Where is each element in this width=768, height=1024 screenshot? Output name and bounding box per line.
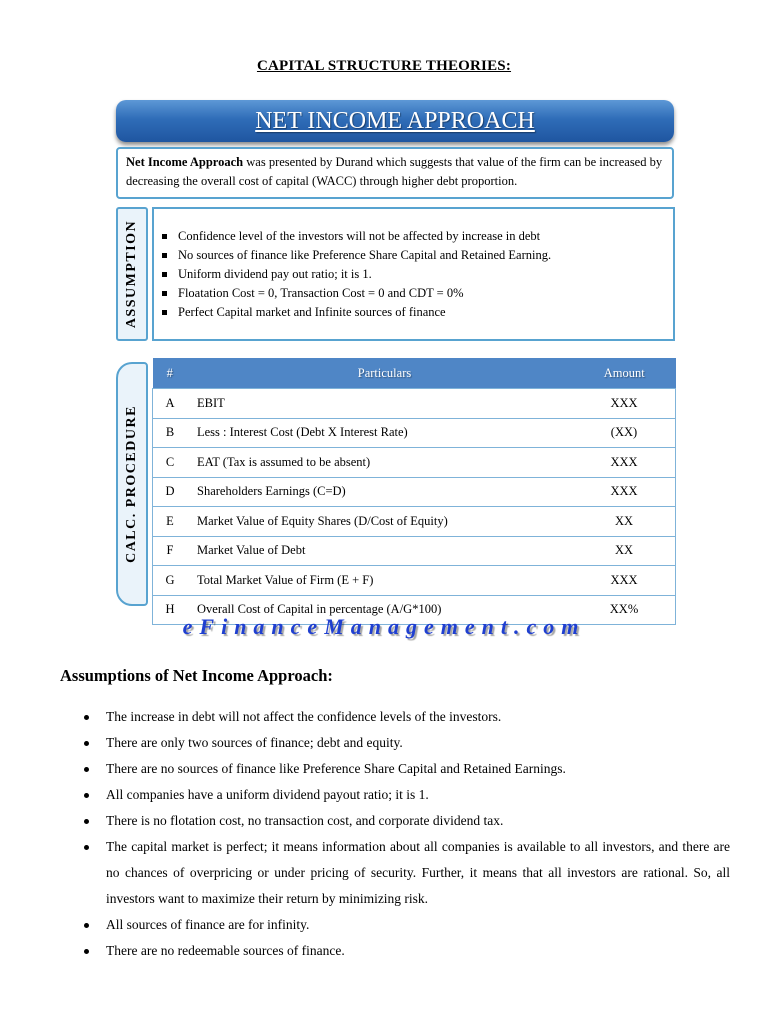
- intro-bold: Net Income Approach: [126, 155, 244, 169]
- assumption-item: Confidence level of the investors will not be affected by increase in debt: [162, 227, 673, 246]
- list-item: There are no redeemable sources of finance.: [80, 938, 730, 964]
- brand-logo-text: eFinanceManagement.com: [182, 614, 586, 639]
- list-item: All sources of finance are for infinity.: [80, 912, 730, 938]
- list-item: There are no sources of finance like Preference Share Capital and Retained Earnings.: [80, 756, 730, 782]
- row-amount: XXX: [573, 477, 676, 507]
- assumption-item: Uniform dividend pay out ratio; it is 1.: [162, 265, 673, 284]
- row-amount: XXX: [573, 389, 676, 419]
- calc-procedure-table: [152, 358, 676, 625]
- title-banner: [116, 100, 674, 142]
- row-id: E: [153, 507, 188, 537]
- row-particular: Total Market Value of Firm (E + F): [187, 566, 573, 596]
- row-id: B: [153, 418, 188, 448]
- row-particular: Market Value of Equity Shares (D/Cost of Equity): [187, 507, 573, 537]
- intro-text: was presented by Durand which suggests that value of the firm can be increased by decreasing the overall cost of capital (WACC) through higher debt proportion.: [126, 155, 663, 188]
- list-item: The capital market is perfect; it means information about all companies is available to all investors, and there are no chances of overpricing or under pricing of security. Further, it means that all investors are rational. So, all investors want to maximize their return by minimizing risk.: [80, 834, 730, 912]
- row-particular: Market Value of Debt: [187, 536, 573, 566]
- row-id: D: [153, 477, 188, 507]
- list-item: There are only two sources of finance; debt and equity.: [80, 730, 730, 756]
- row-id: F: [153, 536, 188, 566]
- table-row: [153, 448, 676, 478]
- assumption-item: No sources of finance like Preference Share Capital and Retained Earning.: [162, 246, 673, 265]
- list-item: There is no flotation cost, no transaction cost, and corporate dividend tax.: [80, 808, 730, 834]
- table-header-row: [153, 358, 676, 389]
- list-item: The increase in debt will not affect the confidence levels of the investors.: [80, 704, 730, 730]
- assumption-item: Perfect Capital market and Infinite sources of finance: [162, 303, 673, 322]
- assumption-item: Floatation Cost = 0, Transaction Cost = 0 and CDT = 0%: [162, 284, 673, 303]
- row-id: G: [153, 566, 188, 596]
- assumptions-bullet-list: [80, 704, 730, 964]
- row-amount: XX: [573, 507, 676, 537]
- row-amount: XXX: [573, 566, 676, 596]
- row-particular: EAT (Tax is assumed to be absent): [187, 448, 573, 478]
- row-amount: (XX): [573, 418, 676, 448]
- header-amount: Amount: [573, 358, 676, 389]
- calc-tab-label: CALC. PROCEDURE: [124, 405, 139, 563]
- row-particular: Shareholders Earnings (C=D): [187, 477, 573, 507]
- row-particular: Less : Interest Cost (Debt X Interest Rate): [187, 418, 573, 448]
- row-particular: EBIT: [187, 389, 573, 419]
- header-particulars: Particulars: [187, 358, 573, 389]
- table-row: [153, 418, 676, 448]
- row-id: C: [153, 448, 188, 478]
- table-row: [153, 536, 676, 566]
- row-id: H: [153, 595, 188, 625]
- row-amount: XX%: [573, 595, 676, 625]
- table-row: [153, 477, 676, 507]
- assumption-list: [162, 227, 673, 322]
- section-title: Assumptions of Net Income Approach:: [60, 666, 333, 685]
- row-particular: Overall Cost of Capital in percentage (A/G*100): [187, 595, 573, 625]
- calc-procedure-tab: [116, 362, 148, 606]
- table-row: [153, 507, 676, 537]
- table-row: [153, 566, 676, 596]
- table-row: [153, 389, 676, 419]
- assumption-tab-label: ASSUMPTION: [124, 219, 140, 329]
- page-heading: CAPITAL STRUCTURE THEORIES:: [256, 58, 512, 74]
- intro-box: [116, 147, 674, 199]
- banner-title: NET INCOME APPROACH: [255, 107, 535, 134]
- header-index: #: [153, 358, 188, 389]
- assumption-tab: [116, 207, 148, 341]
- row-id: A: [153, 389, 188, 419]
- row-amount: XXX: [573, 448, 676, 478]
- row-amount: XX: [573, 536, 676, 566]
- list-item: All companies have a uniform dividend payout ratio; it is 1.: [80, 782, 730, 808]
- assumption-box: [152, 207, 675, 341]
